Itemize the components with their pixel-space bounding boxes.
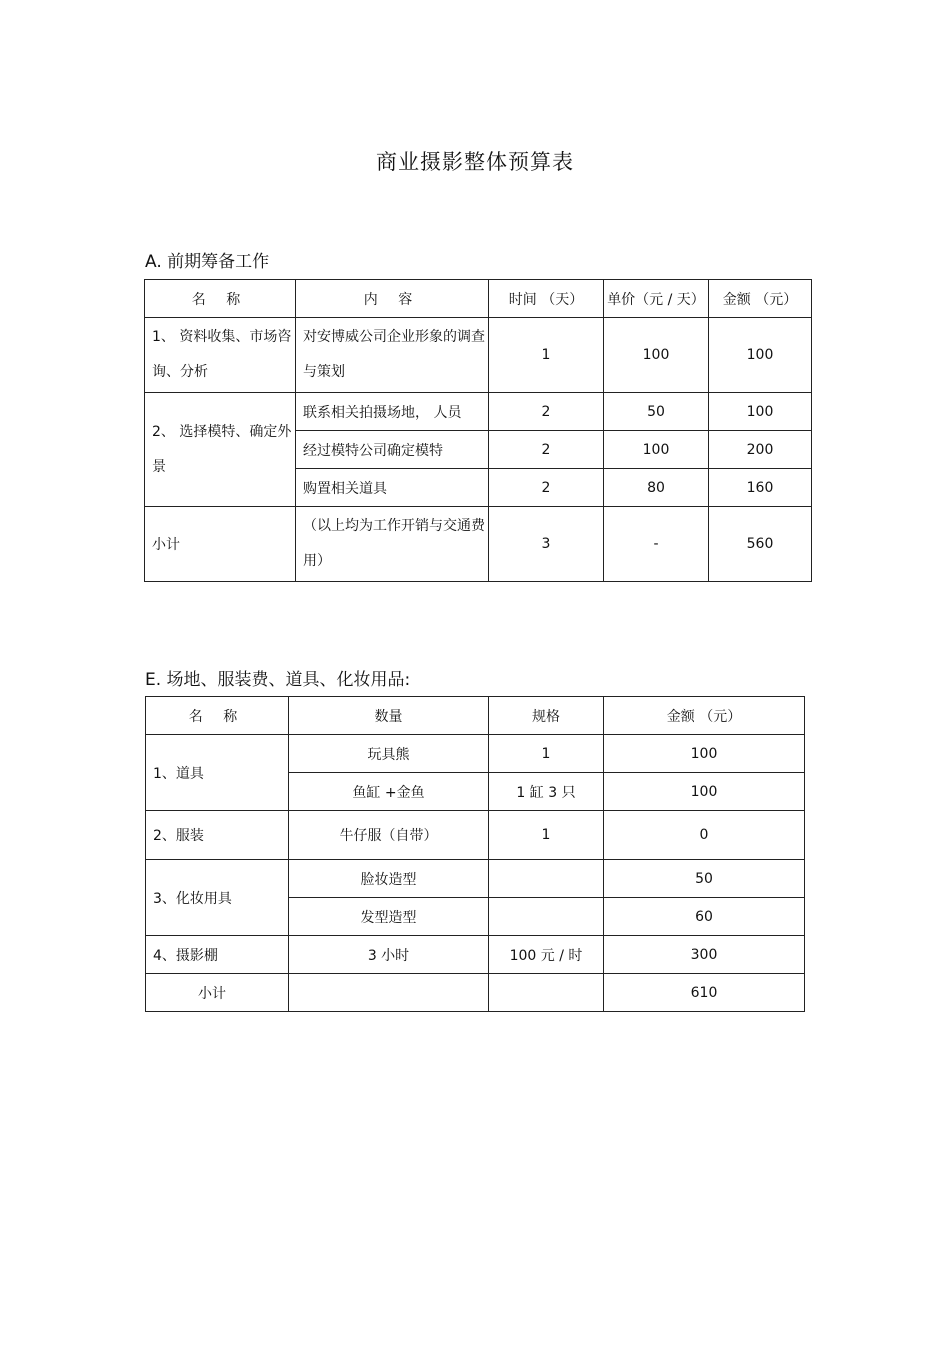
row-price: 100: [604, 318, 709, 393]
subtotal-days: 3: [489, 507, 604, 582]
row-content: 对安博威公司企业形象的调查与策划: [296, 318, 489, 393]
subtotal-row: [145, 507, 812, 582]
table-header-row: [145, 280, 812, 318]
row-price: 50: [604, 393, 709, 431]
row-amount: 100: [604, 773, 805, 811]
row-days: 1: [489, 318, 604, 393]
row-spec: 1: [489, 811, 604, 860]
row-amount: 160: [709, 469, 812, 507]
header-qty: 数量: [289, 697, 489, 735]
row-qty: 牛仔服（自带）: [289, 811, 489, 860]
row-price: 80: [604, 469, 709, 507]
venue-costume-table: [145, 696, 805, 1012]
row-name: 4、摄影棚: [146, 936, 289, 974]
row-days: 2: [489, 469, 604, 507]
section-e-title: E. 场地、服装费、道具、化妆用品:: [145, 670, 411, 690]
row-content: 购置相关道具: [296, 469, 489, 507]
header-amount: 金额 （元）: [604, 697, 805, 735]
table-header-row: [146, 697, 805, 735]
row-name: 2、服装: [146, 811, 289, 860]
row-name: 3、化妆用具: [146, 860, 289, 936]
subtotal-qty: [289, 974, 489, 1012]
row-price: 100: [604, 431, 709, 469]
prep-work-table: [144, 279, 812, 582]
row-content: 联系相关拍摄场地， 人员: [296, 393, 489, 431]
table-row: [146, 860, 805, 898]
subtotal-price: -: [604, 507, 709, 582]
row-qty: 鱼缸 +金鱼: [289, 773, 489, 811]
row-days: 2: [489, 431, 604, 469]
row-name: 1、道具: [146, 735, 289, 811]
row-amount: 60: [604, 898, 805, 936]
row-qty: 发型造型: [289, 898, 489, 936]
row-name: 1、 资料收集、市场咨询、分析: [145, 318, 296, 393]
table-row: [146, 936, 805, 974]
header-name: 名 称: [146, 697, 289, 735]
row-qty: 3 小时: [289, 936, 489, 974]
header-spec: 规格: [489, 697, 604, 735]
row-content: 经过模特公司确定模特: [296, 431, 489, 469]
subtotal-label: 小计: [145, 507, 296, 582]
row-spec: [489, 860, 604, 898]
row-amount: 300: [604, 936, 805, 974]
header-amount: 金额 （元）: [709, 280, 812, 318]
row-spec: 1: [489, 735, 604, 773]
subtotal-note: （以上均为工作开销与交通费用）: [296, 507, 489, 582]
section-a-title: A. 前期筹备工作: [145, 252, 270, 272]
subtotal-amount: 560: [709, 507, 812, 582]
page-title: 商业摄影整体预算表: [376, 150, 574, 174]
row-qty: 玩具熊: [289, 735, 489, 773]
table-row: [146, 735, 805, 773]
row-amount: 0: [604, 811, 805, 860]
table-row: [145, 393, 812, 431]
header-days: 时间 （天）: [489, 280, 604, 318]
row-amount: 200: [709, 431, 812, 469]
subtotal-spec: [489, 974, 604, 1012]
row-spec: 1 缸 3 只: [489, 773, 604, 811]
row-spec: [489, 898, 604, 936]
row-amount: 50: [604, 860, 805, 898]
row-amount: 100: [709, 393, 812, 431]
table-row: [146, 811, 805, 860]
subtotal-amount: 610: [604, 974, 805, 1012]
table-row: [145, 318, 812, 393]
header-name: 名 称: [145, 280, 296, 318]
row-name: 2、 选择模特、确定外景: [145, 393, 296, 507]
row-amount: 100: [604, 735, 805, 773]
header-content: 内 容: [296, 280, 489, 318]
row-days: 2: [489, 393, 604, 431]
subtotal-label: 小计: [146, 974, 289, 1012]
subtotal-row: [146, 974, 805, 1012]
row-spec: 100 元 / 时: [489, 936, 604, 974]
header-unit-price: 单价（元 / 天）: [604, 280, 709, 318]
row-amount: 100: [709, 318, 812, 393]
row-qty: 脸妆造型: [289, 860, 489, 898]
